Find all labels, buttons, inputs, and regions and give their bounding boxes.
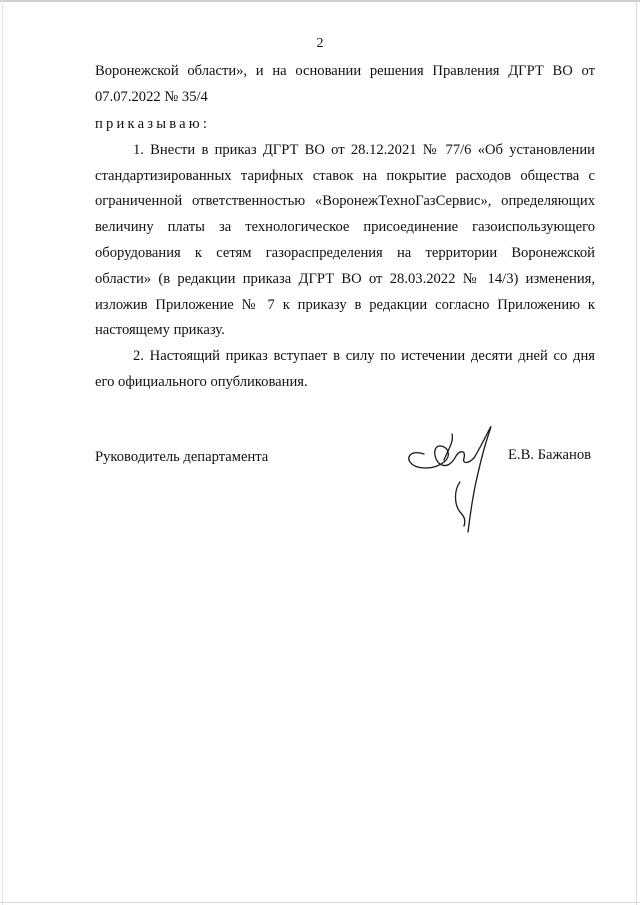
item1-line-2: стандартизированных тарифных ставок на покрытие расходов общества с [95,168,595,184]
scan-edge-bottom [0,902,640,903]
scan-edge-right [636,0,637,905]
intro-line-2: 07.07.2022 № 35/4 [95,89,208,105]
page-number: 2 [316,36,324,51]
signatory-position: Руководитель департамента [95,449,269,465]
intro-line-1: Воронежской области», и на основании решения Правления ДГРТ ВО от [95,63,595,79]
item2-line-2: его официального опубликования. [95,374,308,390]
item1-line-4: величину платы за технологическое присоединение газоиспользующего [95,219,595,235]
item1-line-5: оборудования к сетям газораспределения на территории Воронежской [95,245,595,261]
item1-line-8: настоящему приказу. [95,322,225,338]
scan-edge-top [0,0,640,2]
signatory-name: Е.В. Бажанов [508,447,592,463]
scan-edge-left [2,0,3,905]
item2-line-1: 2. Настоящий приказ вступает в силу по истечении десяти дней со дня [133,348,595,364]
item1-line-3: ограниченной ответственностью «ВоронежТехноГазСервис», определяющих [95,193,595,209]
item1-line-7: изложив Приложение № 7 к приказу в редакции согласно Приложению к [95,297,595,313]
item1-line-6: области» (в редакции приказа ДГРТ ВО от 28.03.2022 № 14/3) изменения, [95,271,595,287]
order-word: приказываю: [95,116,211,132]
handwritten-signature [404,420,514,540]
item1-line-1: 1. Внести в приказ ДГРТ ВО от 28.12.2021 № 77/6 «Об установлении [133,142,595,158]
